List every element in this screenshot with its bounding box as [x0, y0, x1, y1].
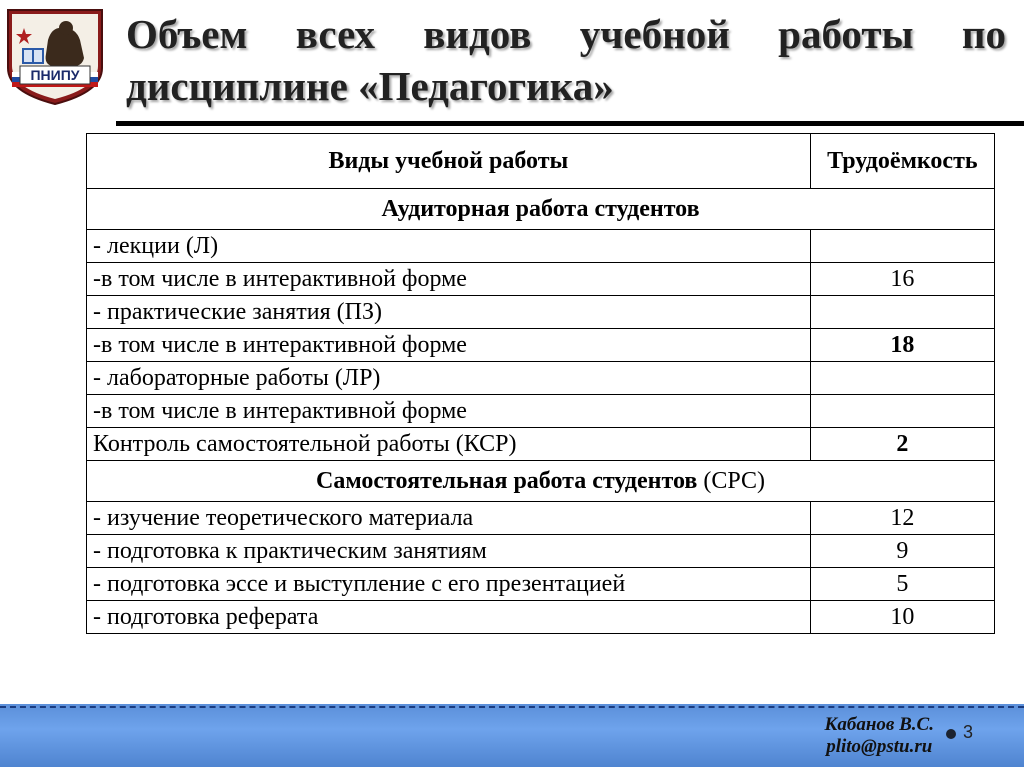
row-value [810, 395, 994, 428]
row-value [810, 362, 994, 395]
university-logo [2, 6, 110, 106]
table-row [87, 428, 995, 461]
section-title-abbr: (СРС) [697, 468, 765, 494]
author-email: plito@pstu.ru [826, 736, 933, 757]
section-independent-work [87, 461, 995, 502]
row-label: - лабораторные работы (ЛР) [87, 362, 811, 395]
row-label: -в том числе в интерактивной форме [87, 263, 811, 296]
table-row [87, 329, 995, 362]
row-label: - лекции (Л) [87, 230, 811, 263]
row-value: 12 [810, 502, 994, 535]
author-block [824, 714, 934, 758]
table-header-row [87, 134, 995, 189]
table-row [87, 296, 995, 329]
section-classroom-work: Аудиторная работа студентов [87, 189, 995, 230]
title-divider [116, 121, 1024, 126]
row-value: 2 [810, 428, 994, 461]
row-value [810, 296, 994, 329]
row-value: 5 [810, 568, 994, 601]
footer-dashed-line [0, 706, 1024, 708]
row-label: - изучение теоретического материала [87, 502, 811, 535]
table-row [87, 395, 995, 428]
row-value: 10 [810, 601, 994, 634]
table-row [87, 502, 995, 535]
table-row [87, 362, 995, 395]
row-value [810, 230, 994, 263]
section-row [87, 189, 995, 230]
section-row [87, 461, 995, 502]
slide-title: Объем всех видов учебной работы по дисциплине «Педагогика» [126, 11, 1006, 109]
row-label: - подготовка эссе и выступление с его презентацией [87, 568, 811, 601]
header-labor-intensity: Трудоёмкость [810, 134, 994, 189]
row-label: -в том числе в интерактивной форме [87, 395, 811, 428]
table-row [87, 568, 995, 601]
bullet-icon [946, 729, 956, 739]
row-value: 16 [810, 263, 994, 296]
author-name: Кабанов В.С. [824, 714, 934, 735]
section-title-bold: Самостоятельная работа студентов [316, 468, 698, 494]
row-value: 9 [810, 535, 994, 568]
row-label: - подготовка реферата [87, 601, 811, 634]
table-row [87, 263, 995, 296]
row-value: 18 [810, 329, 994, 362]
table-row [87, 535, 995, 568]
header-work-types: Виды учебной работы [87, 134, 811, 189]
row-label: - подготовка к практическим занятиям [87, 535, 811, 568]
row-label: Контроль самостоятельной работы (КСР) [87, 428, 811, 461]
page-number: 3 [963, 722, 974, 742]
table-row [87, 230, 995, 263]
workload-table [86, 133, 995, 634]
row-label: -в том числе в интерактивной форме [87, 329, 811, 362]
logo-text: ПНИПУ [30, 67, 80, 83]
row-label: - практические занятия (ПЗ) [87, 296, 811, 329]
table-row [87, 601, 995, 634]
